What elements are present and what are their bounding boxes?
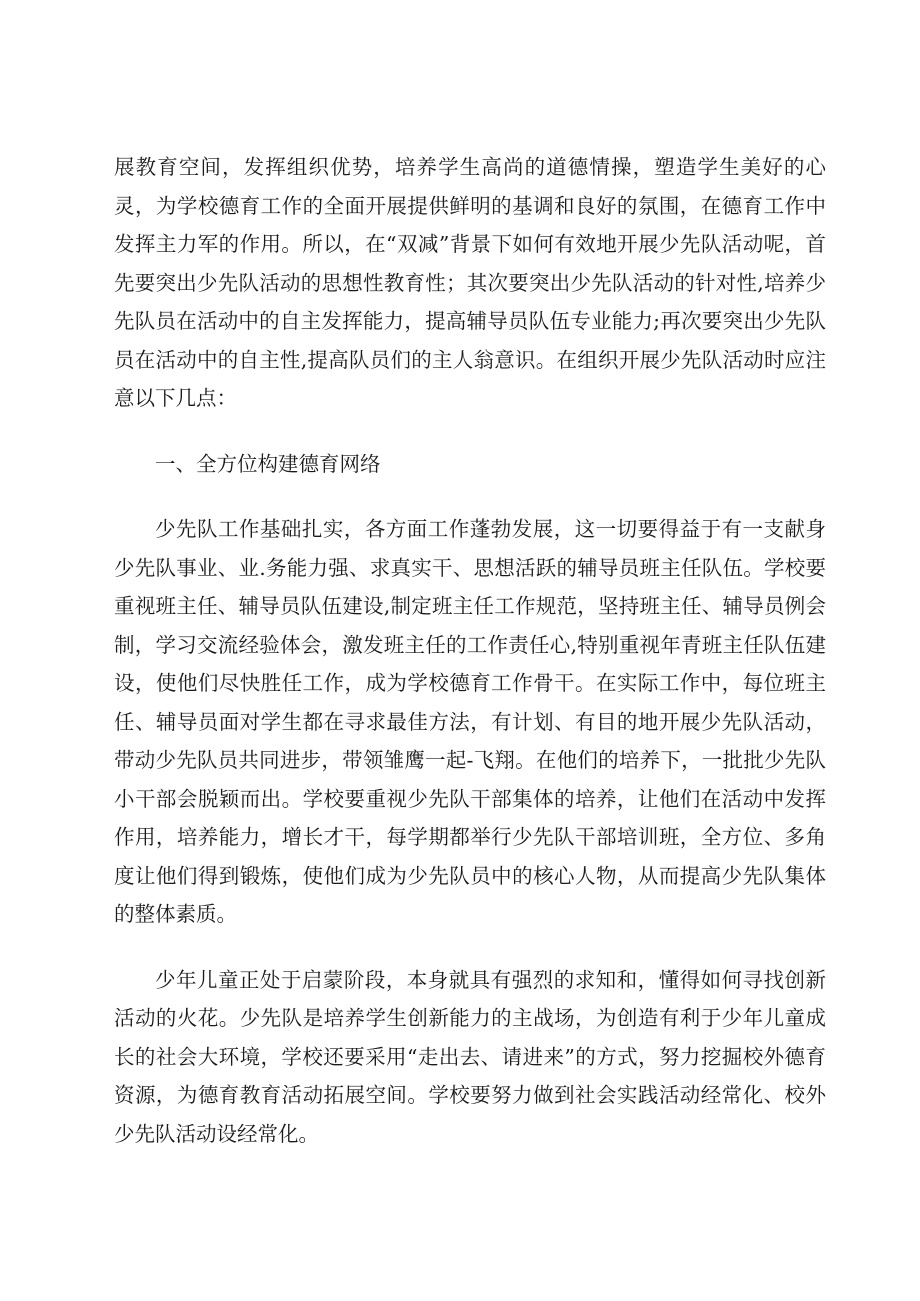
paragraph-innovation-activities: 少年儿童正处于启蒙阶段，本身就具有强烈的求知和，懂得如何寻找创新活动的火花。少先队是培养学生创新能力的主战场，为创造有利于少年儿童成长的社会大环境，学校还要采用“走出去、请进来”的方式，努力挖掘校外德育资源，为德育教育活动拓展空间。学校要努力做到社会实践活动经常化、校外少先队活动设经常化。 (114, 967, 826, 1146)
paragraph-counselor-team: 少先队工作基础扎实，各方面工作蓬勃发展，这一切要得益于有一支献身少先队事业、业.务能力强、求真实干、思想活跃的辅导员班主任队伍。学校要重视班主任、辅导员队伍建设,制定班主任工作规范，坚持班主任、辅导员例会制，学习交流经验体会，激发班主任的工作责任心,特别重视年青班主任队伍建设，使他们尽快胜任工作，成为学校德育工作骨干。在实际工作中，每位班主任、辅导员面对学生都在寻求最佳方法，有计划、有目的地开展少先队活动，带动少先队员共同进步，带领雏鹰一起-飞翔。在他们的培养下，一批批少先队小干部会脱颖而出。学校要重视少先队干部集体的培养，让他们在活动中发挥作用，培养能力，增长才干，每学期都举行少先队干部培训班，全方位、多角度让他们得到锻炼，使他们成为少先队员中的核心人物，从而提高少先队集体的整体素质。 (114, 517, 826, 926)
document-body (114, 148, 826, 1153)
section-heading-1: 一、全方位构建德育网络 (155, 451, 381, 476)
paragraph-intro-continuation: 展教育空间，发挥组织优势，培养学生高尚的道德情操，塑造学生美好的心灵，为学校德育工作的全面开展提供鲜明的基调和良好的氛围，在德育工作中发挥主力军的作用。所以，在“双减”背景下如何有效地开展少先队活动呢，首先要突出少先队活动的思想性教育性；其次要突出少先队活动的针对性,培养少先队员在活动中的自主发挥能力，提高辅导员队伍专业能力;再次要突出少先队员在活动中的自主性,提高队员们的主人翁意识。在组织开展少先队活动时应注意以下几点： (114, 155, 826, 410)
